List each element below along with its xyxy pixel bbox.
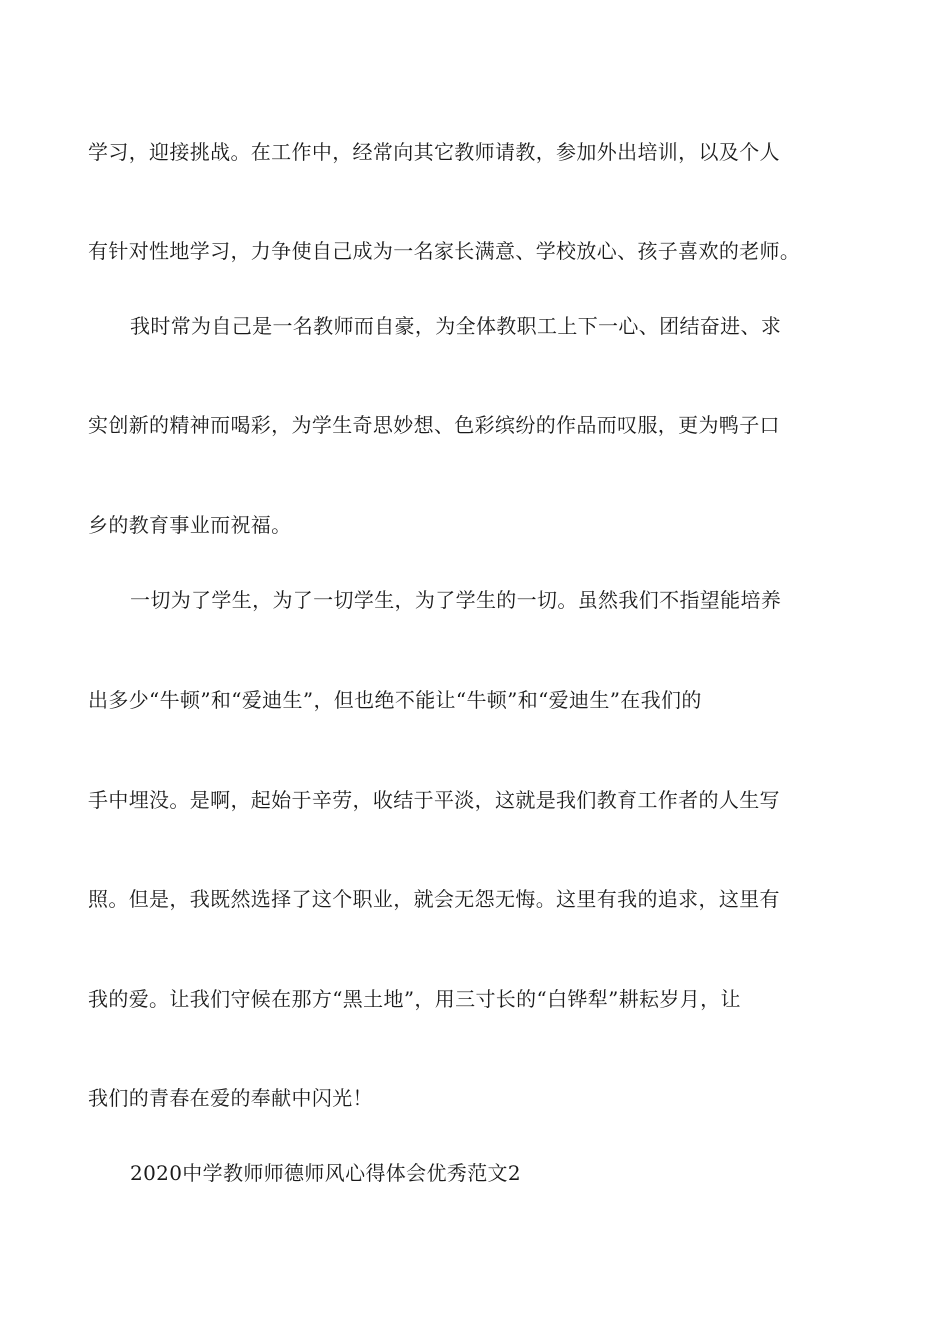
text-line: 我的爱。让我们守候在那方“黑土地”，用三寸长的“白铧犁”耕耘岁月，让 <box>88 987 741 1011</box>
text-line: 乡的教育事业而祝福。 <box>88 513 292 537</box>
paragraph-start-line: 一切为了学生，为了一切学生，为了学生的一切。虽然我们不指望能培养 <box>130 588 782 612</box>
text-line: 出多少“牛顿”和“爱迪生”，但也绝不能让“牛顿”和“爱迪生”在我们的 <box>88 688 702 712</box>
text-line: 学习，迎接挑战。在工作中，经常向其它教师请教，参加外出培训，以及个人 <box>88 140 780 164</box>
text-line: 手中埋没。是啊，起始于辛劳，收结于平淡，这就是我们教育工作者的人生写 <box>88 788 780 812</box>
text-line: 实创新的精神而喝彩，为学生奇思妙想、色彩缤纷的作品而叹服，更为鸭子口 <box>88 413 780 437</box>
text-line: 有针对性地学习，力争使自己成为一名家长满意、学校放心、孩子喜欢的老师。 <box>88 239 801 263</box>
text-line: 我们的青春在爱的奉献中闪光！ <box>88 1086 373 1110</box>
text-line: 照。但是，我既然选择了这个职业，就会无怨无悔。这里有我的追求，这里有 <box>88 887 780 911</box>
section-heading: 2020中学教师师德师风心得体会优秀范文2 <box>130 1161 521 1185</box>
paragraph-start-line: 我时常为自己是一名教师而自豪，为全体教职工上下一心、团结奋进、求 <box>130 314 782 338</box>
